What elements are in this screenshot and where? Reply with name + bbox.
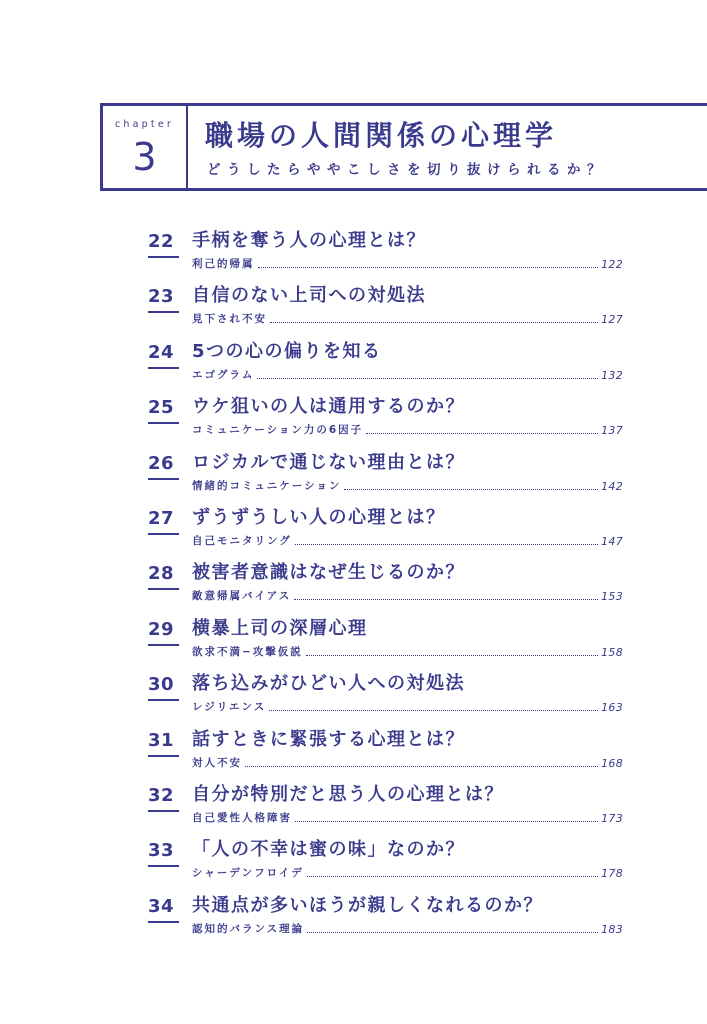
toc-number-underline bbox=[148, 478, 179, 480]
toc-item-subrow bbox=[192, 534, 623, 548]
toc-item[interactable] bbox=[148, 503, 623, 555]
toc-item[interactable] bbox=[148, 226, 623, 278]
toc-item-page: 168 bbox=[601, 756, 623, 770]
chapter-label: chapter bbox=[115, 119, 174, 130]
toc-number-underline bbox=[148, 588, 179, 590]
toc-item[interactable] bbox=[148, 392, 623, 444]
toc-item-number: 27 bbox=[148, 508, 175, 529]
toc-item-keyword: 自己愛性人格障害 bbox=[192, 812, 292, 824]
toc-leader-dots bbox=[245, 765, 598, 767]
toc-item-subrow bbox=[192, 811, 623, 825]
toc-item-subrow bbox=[192, 257, 623, 271]
toc-item-number: 25 bbox=[148, 397, 175, 419]
toc-item-title: ロジカルで通じない理由とは？ bbox=[192, 451, 465, 473]
toc-item-number: 32 bbox=[148, 785, 175, 806]
toc-number-underline bbox=[148, 256, 179, 258]
toc-item-title: 自分が特別だと思う人の心理とは？ bbox=[192, 784, 504, 805]
toc-number-underline bbox=[148, 921, 179, 923]
toc-number-underline bbox=[148, 865, 179, 867]
toc-leader-dots bbox=[295, 820, 598, 822]
toc-item-keyword: 自己モニタリング bbox=[192, 535, 292, 547]
toc-item-keyword: 敵意帰属バイアス bbox=[192, 590, 292, 603]
toc-item-keyword: シャーデンフロイデ bbox=[192, 867, 304, 880]
toc-item-page: 147 bbox=[601, 535, 623, 548]
toc-leader-dots bbox=[344, 488, 598, 490]
toc-leader-dots bbox=[366, 432, 598, 434]
toc-item-title: 「人の不幸は蜜の味」なのか？ bbox=[192, 839, 465, 861]
toc-item[interactable] bbox=[148, 281, 623, 333]
toc-item-page: 163 bbox=[601, 701, 623, 715]
toc-item-page: 122 bbox=[601, 258, 623, 271]
toc-item-title: ウケ狙いの人は通用するのか？ bbox=[192, 396, 465, 418]
toc-number-underline bbox=[148, 367, 179, 369]
toc-number-underline bbox=[148, 644, 179, 646]
toc-item-subrow bbox=[192, 368, 623, 382]
chapter-title: 職場の人間関係の心理学 bbox=[205, 119, 558, 152]
toc-item-subrow bbox=[192, 866, 623, 880]
toc-item-page: 132 bbox=[601, 368, 623, 382]
toc-item-subrow bbox=[192, 922, 623, 936]
toc-number-underline bbox=[148, 755, 179, 757]
toc-item-subrow bbox=[192, 479, 623, 493]
toc-item-number: 26 bbox=[148, 452, 175, 474]
toc-number-underline bbox=[148, 311, 179, 313]
toc-item-keyword: 見下され不安 bbox=[192, 313, 267, 326]
toc-item-number: 23 bbox=[148, 286, 175, 308]
toc-item-keyword: 欲求不満−攻撃仮説 bbox=[192, 645, 303, 658]
chapter-subtitle: どうしたらややこしさを切り抜けられるか？ bbox=[207, 162, 607, 178]
toc-item-subrow bbox=[192, 423, 623, 437]
toc-item-subrow bbox=[192, 589, 623, 603]
toc-item-keyword: 情緒的コミュニケーション bbox=[192, 479, 342, 492]
toc-item-title: 被害者意識はなぜ生じるのか？ bbox=[192, 562, 465, 584]
toc-item[interactable] bbox=[148, 891, 623, 943]
toc-item-number: 22 bbox=[148, 231, 175, 252]
toc-number-underline bbox=[148, 810, 179, 812]
toc-item-title: ずうずうしい人の心理とは？ bbox=[192, 507, 446, 528]
toc-item-page: 183 bbox=[601, 922, 623, 936]
toc-item-page: 137 bbox=[601, 424, 623, 438]
toc-item-page: 153 bbox=[601, 590, 623, 604]
toc-leader-dots bbox=[270, 321, 598, 323]
toc-item-title: 落ち込みがひどい人への対処法 bbox=[192, 673, 465, 695]
toc-leader-dots bbox=[269, 709, 598, 711]
chapter-header bbox=[100, 103, 707, 191]
toc-item-subrow bbox=[192, 312, 623, 326]
toc-item-keyword: 利己的帰属 bbox=[192, 258, 255, 270]
toc-item[interactable] bbox=[148, 835, 623, 887]
toc-leader-dots bbox=[307, 931, 598, 933]
toc-item-subrow bbox=[192, 645, 623, 659]
toc-leader-dots bbox=[307, 875, 598, 877]
toc-item-page: 178 bbox=[601, 867, 623, 881]
toc-item-page: 127 bbox=[601, 313, 623, 327]
toc-item[interactable] bbox=[148, 448, 623, 500]
toc-item-page: 173 bbox=[601, 812, 623, 825]
toc-item-title: 5つの心の偏りを知る bbox=[192, 340, 382, 362]
toc-item-title: 手柄を奪う人の心理とは？ bbox=[192, 230, 426, 251]
toc-item-page: 158 bbox=[601, 645, 623, 659]
toc-item[interactable] bbox=[148, 669, 623, 721]
toc-number-underline bbox=[148, 422, 179, 424]
toc-item-title: 横暴上司の深層心理 bbox=[192, 617, 368, 639]
toc-item-number: 33 bbox=[148, 840, 175, 862]
toc-item-keyword: 認知的バランス理論 bbox=[192, 922, 305, 935]
toc-item[interactable] bbox=[148, 558, 623, 610]
chapter-number-box bbox=[103, 106, 188, 188]
toc-item[interactable] bbox=[148, 780, 623, 832]
toc-item-title: 自信のない上司への対処法 bbox=[192, 285, 426, 307]
toc-item[interactable] bbox=[148, 337, 623, 389]
toc-item-number: 30 bbox=[148, 674, 175, 696]
toc-leader-dots bbox=[306, 654, 598, 656]
toc-leader-dots bbox=[295, 543, 598, 545]
toc-item-title: 共通点が多いほうが親しくなれるのか？ bbox=[192, 894, 543, 916]
toc-item-keyword: レジリエンス bbox=[192, 701, 267, 714]
toc-item-number: 28 bbox=[148, 563, 175, 585]
toc-number-underline bbox=[148, 699, 179, 701]
toc-item[interactable] bbox=[148, 725, 623, 777]
toc-item-keyword: コミュニケーション力の6因子 bbox=[192, 424, 364, 437]
toc-item-keyword: 対人不安 bbox=[192, 756, 242, 769]
toc-item-subrow bbox=[192, 756, 623, 770]
toc-item-number: 29 bbox=[148, 618, 175, 640]
toc-number-underline bbox=[148, 533, 179, 535]
toc-leader-dots bbox=[257, 377, 598, 379]
chapter-number: 3 bbox=[132, 135, 157, 179]
toc-leader-dots bbox=[294, 598, 598, 600]
toc-item-number: 31 bbox=[148, 729, 175, 751]
toc-leader-dots bbox=[258, 266, 599, 268]
toc-item-keyword: エゴグラム bbox=[192, 368, 255, 381]
toc-item[interactable] bbox=[148, 614, 623, 666]
toc-item-number: 24 bbox=[148, 341, 175, 363]
toc-item-page: 142 bbox=[601, 479, 623, 493]
toc-item-title: 話すときに緊張する心理とは？ bbox=[192, 728, 465, 750]
toc-item-subrow bbox=[192, 700, 623, 714]
toc-item-number: 34 bbox=[148, 895, 175, 917]
